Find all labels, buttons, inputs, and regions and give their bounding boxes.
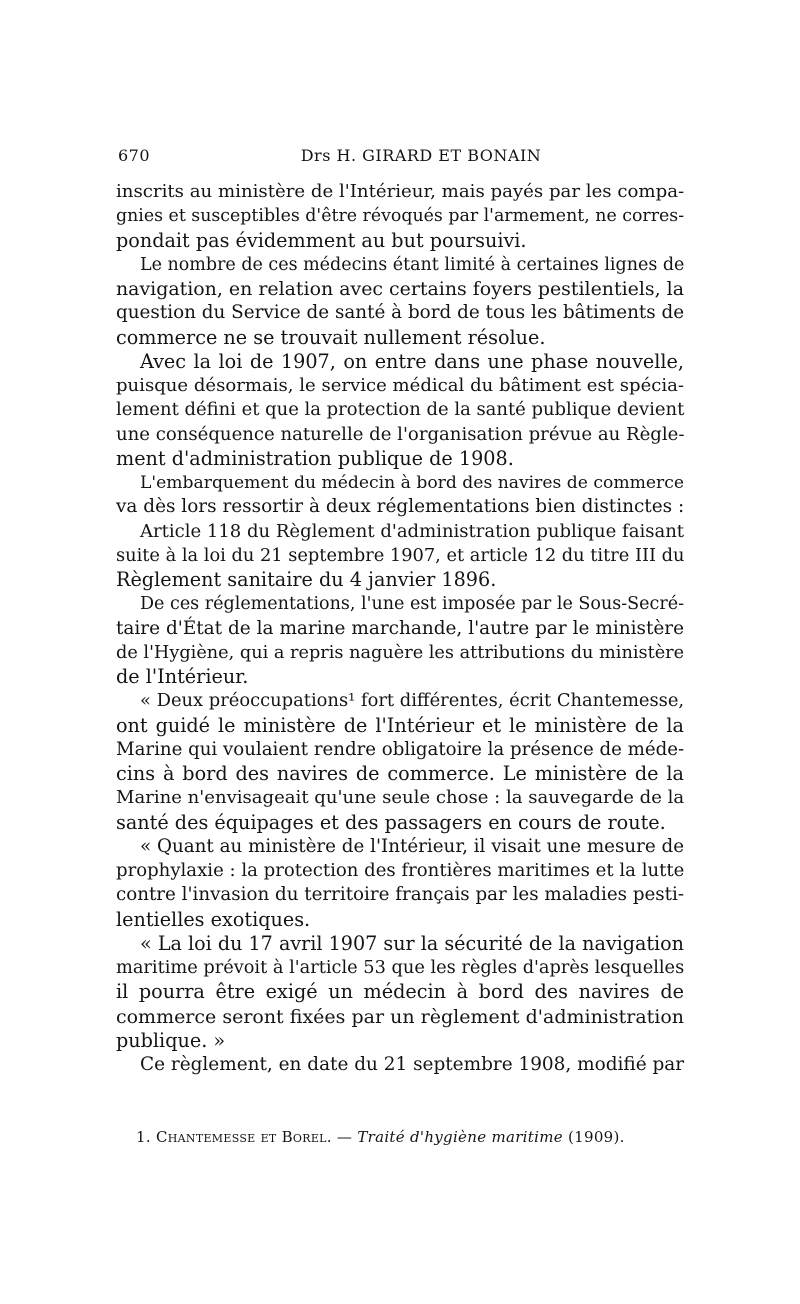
text-line: de l'Hygiène, qui a repris naguère les attributions du ministère bbox=[116, 642, 685, 663]
footnote-title: Traité d'hygiène maritime bbox=[357, 1128, 563, 1146]
footnote-year: (1909). bbox=[567, 1128, 625, 1146]
text-line: prophylaxie : la protection des frontières maritimes et la lutte bbox=[116, 860, 685, 881]
text-line: « Deux préoccupations¹ fort différentes, écrit Chantemesse, bbox=[140, 690, 685, 712]
text-line: commerce ne se trouvait nullement résolue. bbox=[116, 325, 546, 349]
text-line: maritime prévoit à l'article 53 que les règles d'après lesquelles bbox=[116, 958, 685, 978]
running-head bbox=[118, 146, 684, 170]
text-line: L'embarquement du médecin à bord des navires de commerce bbox=[140, 473, 684, 493]
text-line: va dès lors ressortir à deux réglementations bien distinctes : bbox=[116, 496, 685, 518]
text-line: santé des équipages et des passagers en cours de route. bbox=[116, 810, 666, 834]
text-line: cins à bord des navires de commerce. Le ministère de la bbox=[116, 762, 684, 785]
text-line: De ces réglementations, l'une est imposée par le Sous-Secré- bbox=[140, 594, 684, 615]
text-line: contre l'invasion du territoire français par les maladies pesti- bbox=[116, 884, 684, 906]
text-line: suite à la loi du 21 septembre 1907, et article 12 du titre III du bbox=[116, 544, 685, 566]
text-line: il pourra être exigé un médecin à bord des navires de bbox=[116, 980, 684, 1004]
text-line: ont guidé le ministère de l'Intérieur et le ministère de la bbox=[116, 713, 684, 737]
text-line: publique. » bbox=[116, 1028, 226, 1052]
text-line: de l'Intérieur. bbox=[116, 665, 249, 688]
text-line: puisque désormais, le service médical du bâtiment est spécia- bbox=[116, 375, 684, 396]
text-line: question du Service de santé à bord de tous les bâtiments de bbox=[116, 302, 685, 324]
running-title: Drs H. GIRARD ET BONAIN bbox=[300, 146, 542, 165]
text-line: inscrits au ministère de l'Intérieur, mais payés par les compa- bbox=[116, 181, 685, 202]
text-line: Marine n'envisageait qu'une seule chose : la sauvegarde de la bbox=[116, 787, 685, 809]
text-line: lentielles exotiques. bbox=[116, 907, 311, 931]
text-line: Article 118 du Règlement d'administration publique faisant bbox=[140, 520, 685, 542]
text-line: gnies et susceptibles d'être révoqués par l'armement, ne corres- bbox=[116, 206, 685, 227]
text-line: « La loi du 17 avril 1907 sur la sécurité de la navigation bbox=[140, 931, 684, 955]
body-text bbox=[116, 180, 684, 1077]
text-line: Règlement sanitaire du 4 janvier 1896. bbox=[116, 568, 497, 591]
text-line: navigation, en relation avec certains foyers pestilentiels, la bbox=[116, 278, 684, 300]
text-line: une conséquence naturelle de l'organisation prévue au Règle- bbox=[116, 423, 685, 445]
footnote-authors: Chantemesse et Borel. bbox=[156, 1128, 332, 1146]
text-line: pondait pas évidemment au but poursuivi. bbox=[116, 228, 527, 252]
text-line: Avec la loi de 1907, on entre dans une phase nouvelle, bbox=[140, 349, 684, 373]
text-line: taire d'État de la marine marchande, l'autre par le ministère bbox=[116, 617, 684, 639]
footnote-number: 1. bbox=[136, 1128, 151, 1146]
text-line: Ce règlement, en date du 21 septembre 1908, modifié par bbox=[140, 1054, 685, 1075]
text-line: commerce seront fixées par un règlement d'administration bbox=[116, 1005, 684, 1028]
footnote-dash: — bbox=[336, 1128, 353, 1146]
text-line: ment d'administration publique de 1908. bbox=[116, 446, 514, 470]
text-line: Le nombre de ces médecins étant limité à certaines lignes de bbox=[140, 254, 685, 275]
footnote bbox=[136, 1128, 684, 1146]
text-line: lement défini et que la protection de la santé publique devient bbox=[116, 399, 685, 421]
text-line: Marine qui voulaient rendre obligatoire la présence de méde- bbox=[116, 738, 685, 760]
text-line: « Quant au ministère de l'Intérieur, il visait une mesure de bbox=[140, 835, 685, 857]
page-number: 670 bbox=[118, 146, 151, 165]
